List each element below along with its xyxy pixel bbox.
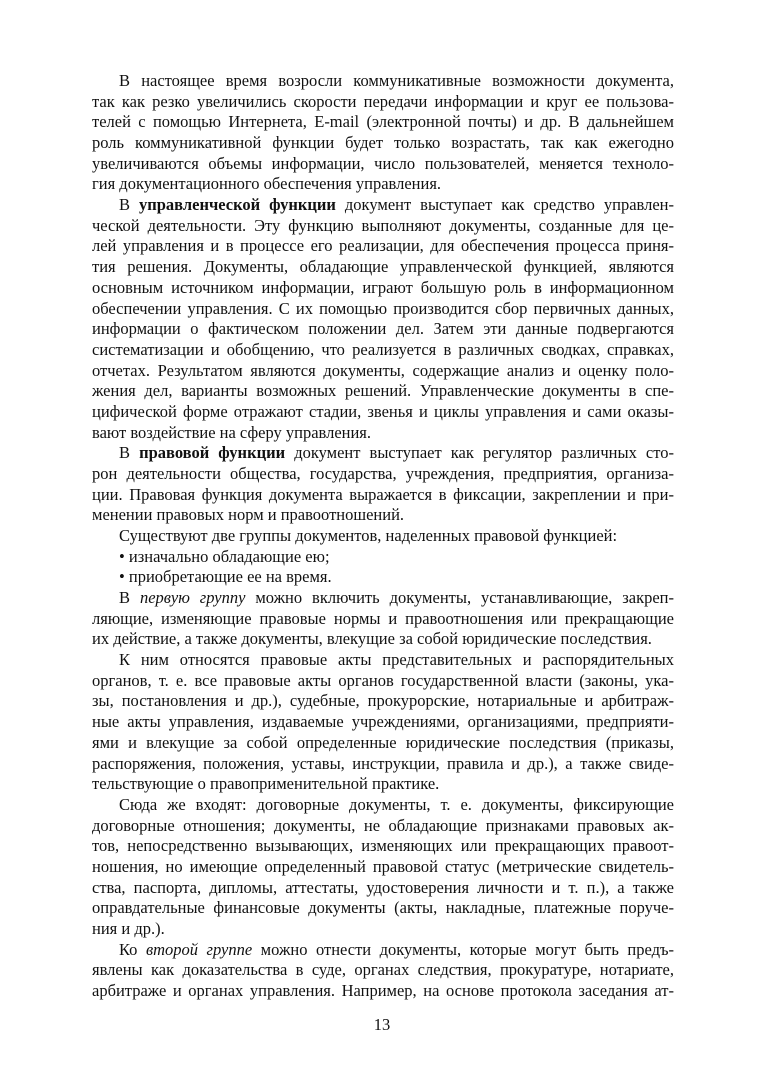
text-line: В первую группу можно включить документы, устанавливающие, закреп-: [119, 588, 674, 607]
text-line: распоряжения, положения, уставы, инструкции, правила и др.), а также свиде-: [92, 754, 674, 773]
text-line: органов, т. е. все правовые акты органов государственной власти (законы, ука-: [92, 671, 674, 690]
text-line: арбитраже и органах управления. Например, на основе протокола заседания ат-: [92, 981, 674, 1000]
text-line: вают воздействие на сферу управления.: [92, 423, 372, 442]
text-line: их действие, а также документы, влекущие за собой юридические последствия.: [92, 629, 652, 648]
text-line: жения дел, варианты возможных решений. Управленческие документы в спе-: [92, 381, 674, 400]
text-line: ями и влекущие за собой определенные юридические последствия (приказы,: [92, 733, 674, 752]
text-line: тия решения. Документы, обладающие управленческой функцией, являются: [92, 257, 674, 276]
text-line: В правовой функции документ выступает как регулятор различных сто-: [119, 443, 674, 462]
text-line: оправдательные финансовые документы (акты, накладные, платежные поруче-: [92, 898, 674, 917]
text-line: ния и др.).: [92, 919, 165, 938]
text-line: систематизации и обобщению, что реализуется в различных сводках, справках,: [92, 340, 674, 359]
text-line: отчетах. Результатом являются документы, содержащие анализ и оценку поло-: [92, 361, 674, 380]
text-line: ляющие, изменяющие правовые нормы и правоотношения или прекращающие: [92, 609, 674, 628]
text-line: лей управления и в процессе его реализации, для обеспечения процесса приня-: [92, 236, 674, 255]
text-line: Ко второй группе можно отнести документы, которые могут быть предъ-: [119, 940, 674, 959]
text-line: рон деятельности общества, государства, учреждения, предприятия, организа-: [92, 464, 674, 483]
bold-term: правовой функции: [139, 443, 286, 462]
text-line: ства, паспорта, дипломы, аттестаты, удостоверения личности и т. п.), а также: [92, 878, 674, 897]
bold-term: управленческой функции: [139, 195, 336, 214]
text-line: телей с помощью Интернета, E-mail (электронной почты) и др. В дальнейшем: [92, 112, 674, 131]
text-line: ные акты управления, издаваемые учреждениями, организациями, предприяти-: [92, 712, 674, 731]
page-number: 13: [373, 1015, 391, 1034]
text-line: ношения, но имеющие определенный правовой статус (метрические свидетель-: [92, 857, 674, 876]
bullet-item: • изначально обладающие ею;: [119, 547, 330, 566]
text-line: В настоящее время возросли коммуникативные возможности документа,: [119, 71, 674, 90]
text-line: гия документационного обеспечения управления.: [92, 174, 442, 193]
text-line: договорные отношения; документы, не обладающие признаками правовых ак-: [92, 816, 674, 835]
text-line: обеспечении управления. С их помощью производится сбор первичных данных,: [92, 299, 674, 318]
text-line: Сюда же входят: договорные документы, т. е. документы, фиксирующие: [119, 795, 674, 814]
text-line: роль коммуникативной функции будет только возрастать, так как ежегодно: [92, 133, 674, 152]
italic-term: первую группу: [139, 588, 246, 607]
text-line: ческой деятельности. Эту функцию выполняют документы, созданные для це-: [92, 216, 674, 235]
text-line: информации о фактическом положении дел. Затем эти данные подвергаются: [92, 319, 674, 338]
text-line: В управленческой функции документ выступает как средство управлен-: [119, 195, 674, 214]
text-line: основным источником информации, играют большую роль в информационном: [92, 278, 674, 297]
text-line: увеличиваются объемы информации, число пользователей, меняется техноло-: [92, 154, 674, 173]
bullet-item: • приобретающие ее на время.: [119, 567, 332, 586]
text-line: цифической форме отражают стадии, звенья и циклы управления и сами оказы-: [92, 402, 674, 421]
text-line: так как резко увеличились скорости передачи информации и круг ее пользова-: [92, 92, 674, 111]
text-line: менении правовых норм и правоотношений.: [92, 505, 405, 524]
italic-term: второй группе: [145, 940, 253, 959]
text-line: явлены как доказательства в суде, органах следствия, прокуратуре, нотариате,: [92, 960, 674, 979]
text-line: тельствующие о правоприменительной практике.: [92, 774, 440, 793]
text-line: тов, непосредственно вызывающих, изменяющих или прекращающих правоот-: [92, 836, 674, 855]
text-line: зы, постановления и др.), судебные, прокурорские, нотариальные и арбитраж-: [92, 691, 674, 710]
text-line: Существуют две группы документов, наделенных правовой функцией:: [119, 526, 618, 545]
text-line: К ним относятся правовые акты представительных и распорядительных: [119, 650, 674, 669]
text-line: ции. Правовая функция документа выражается в фиксации, закреплении и при-: [92, 485, 674, 504]
